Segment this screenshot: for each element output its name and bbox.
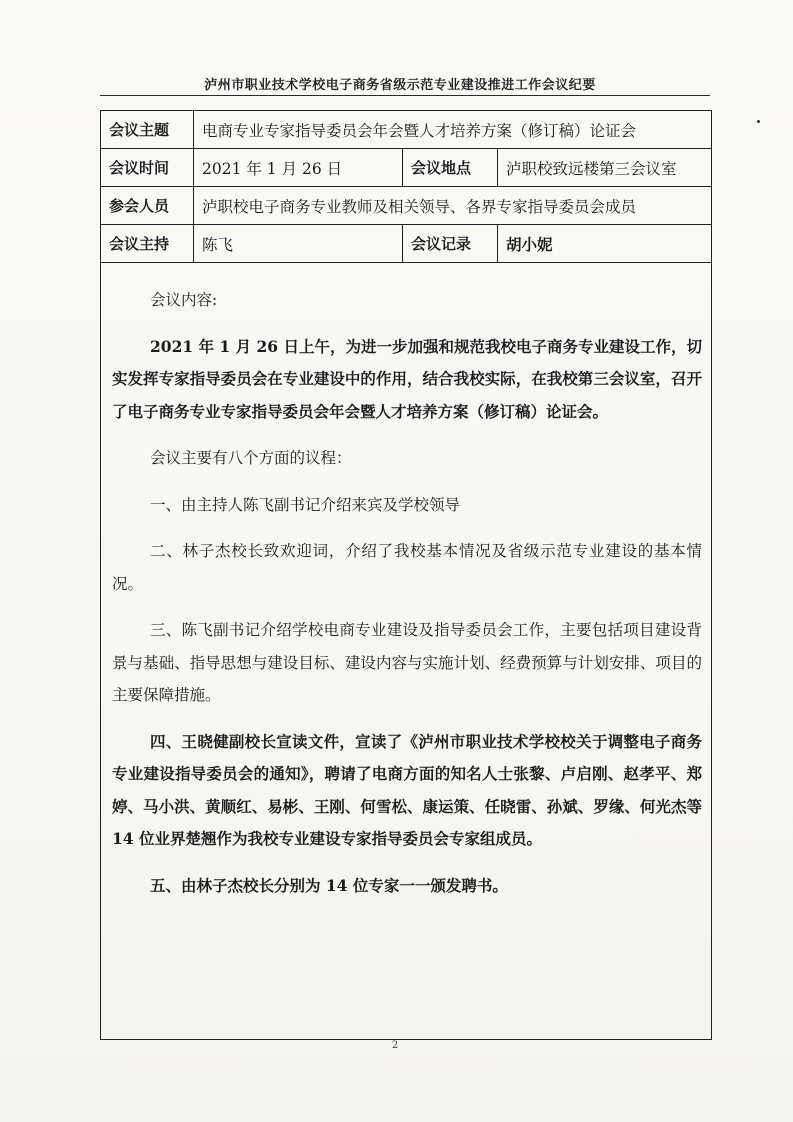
time-label: 会议时间 — [101, 149, 194, 187]
time-value: 2021 年 1 月 26 日 — [194, 149, 403, 187]
agenda-item-1: 一、由主持人陈飞副书记介绍来宾及学校领导 — [150, 495, 461, 514]
host-value: 陈飞 — [194, 225, 403, 263]
agenda-item-4: 四、王晓健副校长宣读文件，宣读了《泸州市职业技术学校校关于调整电子商务专业建设指导委员会的通知》，聘请了电商方面的知名人士张黎、卢启刚、赵孝平、郑婷、马小洪、黄顺红、易彬、王刚、何雪松、康运策、任晓雷、孙斌、罗缘、何光杰等 14 位业界楚翘作为我校专业建设专家指导委员会专家组成员。 — [112, 731, 702, 848]
topic-value: 电商专业专家指导委员会年会暨人才培养方案（修订稿）论证会 — [194, 111, 712, 149]
table-row — [101, 225, 712, 263]
agenda-intro: 会议主要有八个方面的议程： — [150, 449, 352, 467]
page-header: 泸州市职业技术学校电子商务省级示范专业建设推进工作会议纪要 — [204, 78, 596, 93]
table-row — [101, 149, 712, 187]
place-label: 会议地点 — [403, 149, 498, 187]
recorder-label: 会议记录 — [403, 225, 498, 263]
agenda-item-3: 三、陈飞副书记介绍学校电商专业建设及指导委员会工作，主要包括项目建设背景与基础、指导思想与建设目标、建设内容与实施计划、经费预算与计划安排、项目的主要保障措施。 — [112, 621, 702, 704]
intro-paragraph: 2021 年 1 月 26 日上午，为进一步加强和规范我校电子商务专业建设工作，切实发挥专家指导委员会在专业建设中的作用，结合我校实际，在我校第三会议室，召开了电子商务专业专家指导委员会年会暨人才培养方案（修订稿）论证会。 — [112, 336, 702, 421]
attendees-label: 参会人员 — [101, 187, 194, 225]
table-row — [101, 111, 712, 149]
recorder-value: 胡小妮 — [498, 225, 712, 263]
page-number: 2 — [391, 1040, 399, 1051]
agenda-item-5: 五、由林子杰校长分别为 14 位专家一一颁发聘书。 — [150, 875, 508, 895]
place-value: 泸职校致远楼第三会议室 — [498, 149, 712, 187]
table-row — [101, 187, 712, 225]
content-heading: 会议内容: — [150, 291, 218, 309]
host-label: 会议主持 — [101, 225, 194, 263]
agenda-item-2: 二、林子杰校长致欢迎词，介绍了我校基本情况及省级示范专业建设的基本情况。 — [112, 542, 702, 593]
attendees-value: 泸职校电子商务专业教师及相关领导、各界专家指导委员会成员 — [194, 187, 712, 225]
meeting-content — [100, 284, 712, 916]
topic-label: 会议主题 — [101, 111, 194, 149]
meeting-info-table — [100, 110, 712, 263]
header-rule — [100, 95, 710, 96]
scan-speck — [757, 120, 760, 123]
